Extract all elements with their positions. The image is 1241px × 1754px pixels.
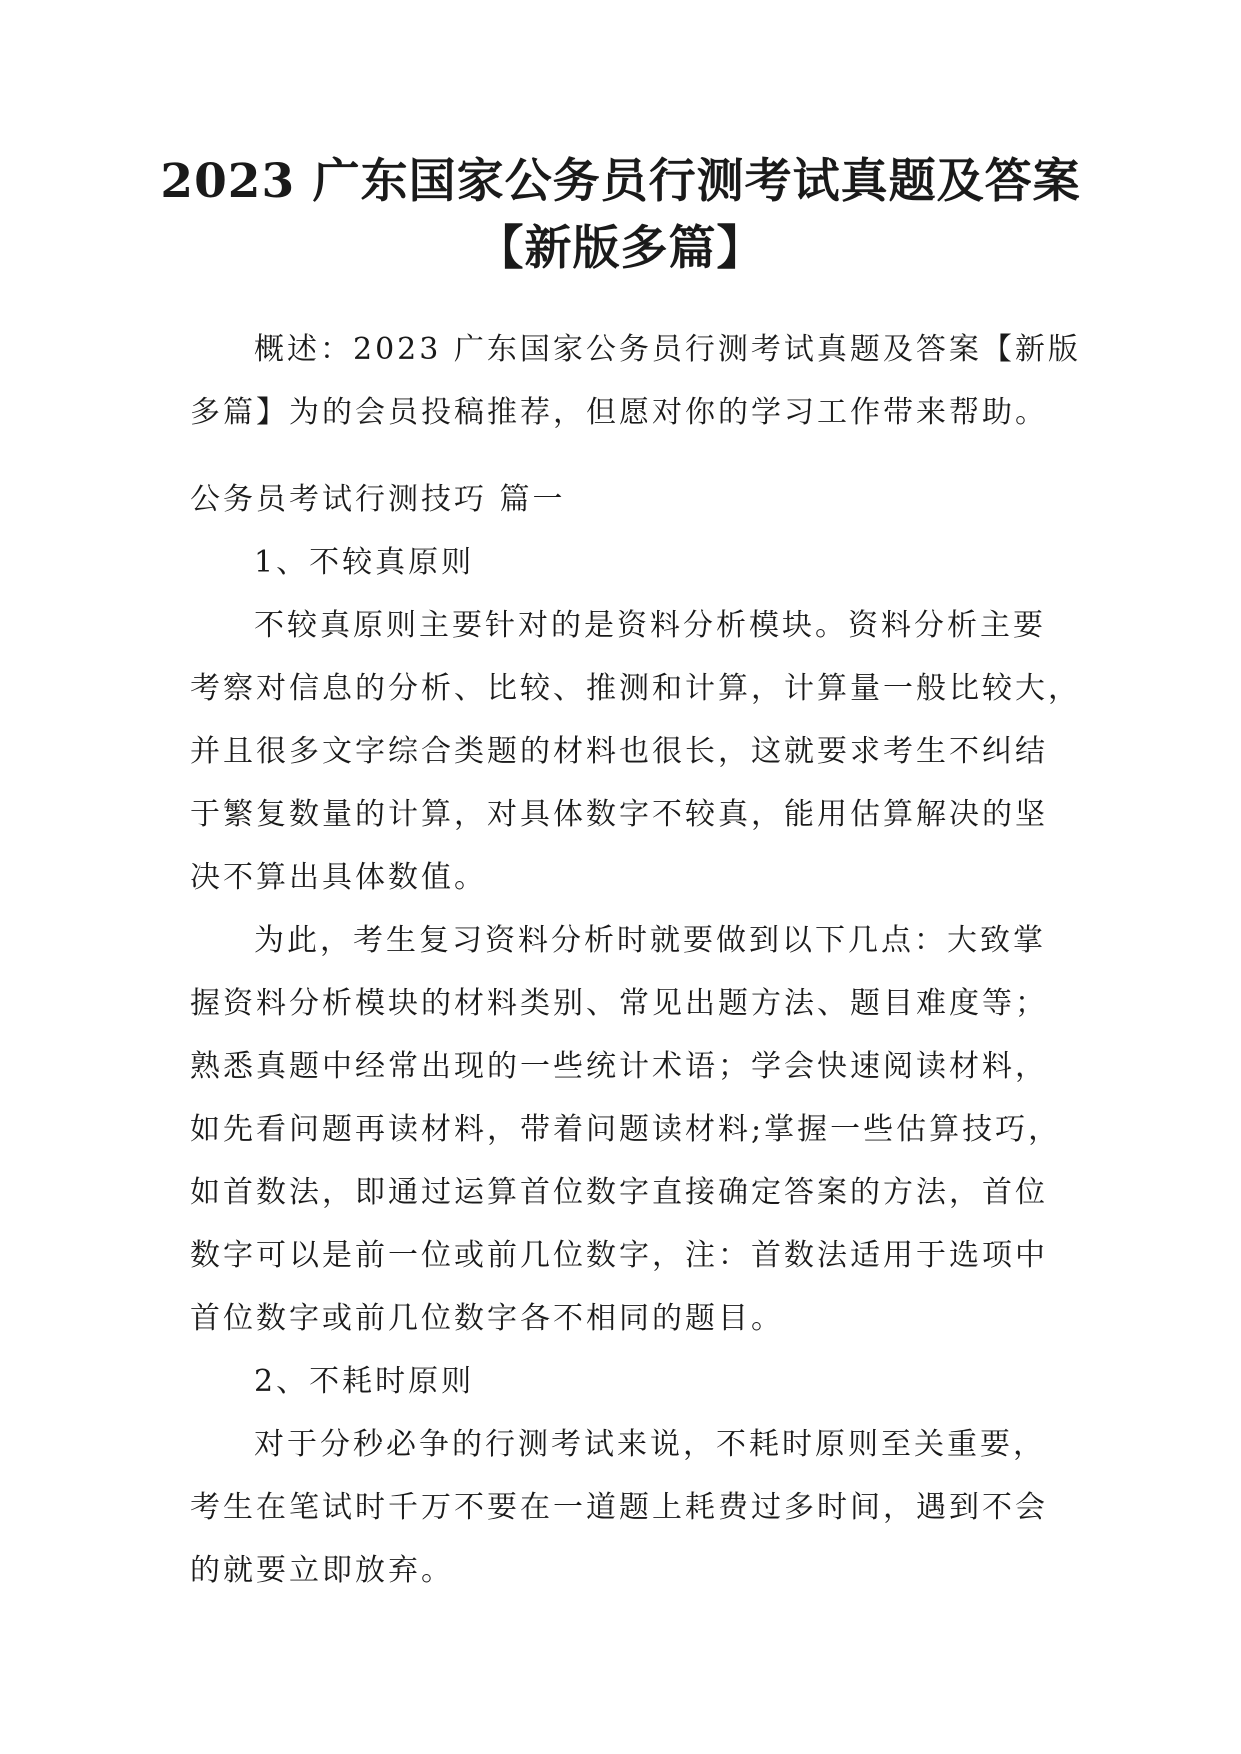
paragraph-line: 考生在笔试时千万不要在一道题上耗费过多时间，遇到不会 [190, 1490, 1048, 1525]
paragraph-line: 的就要立即放弃。 [190, 1553, 454, 1588]
paragraph-line: 不较真原则主要针对的是资料分析模块。资料分析主要 [254, 608, 1046, 643]
summary-line: 多篇】为的会员投稿推荐，但愿对你的学习工作带来帮助。 [190, 395, 1048, 430]
summary-paragraph [190, 318, 1081, 444]
paragraph-line: 于繁复数量的计算，对具体数字不较真，能用估算解决的坚 [190, 797, 1048, 832]
paragraph-line: 数字可以是前一位或前几位数字，注：首数法适用于选项中 [190, 1238, 1048, 1273]
item2-heading: 2、不耗时原则 [254, 1364, 475, 1399]
paragraph-line: 握资料分析模块的材料类别、常见出题方法、题目难度等； [190, 986, 1048, 1021]
section-heading: 公务员考试行测技巧 篇一 [190, 482, 566, 517]
paragraph-line: 并且很多文字综合类题的材料也很长，这就要求考生不纠结 [190, 734, 1048, 769]
paragraph-line: 如首数法，即通过运算首位数字直接确定答案的方法，首位 [190, 1175, 1048, 1210]
summary-line: 概述：2023 广东国家公务员行测考试真题及答案【新版 [254, 332, 1081, 367]
paragraph-line: 决不算出具体数值。 [190, 860, 487, 895]
paragraph-line: 为此，考生复习资料分析时就要做到以下几点：大致掌 [254, 923, 1046, 958]
article-body [190, 468, 1081, 1602]
paragraph-line: 首位数字或前几位数字各不相同的题目。 [190, 1301, 784, 1336]
paragraph-line: 对于分秒必争的行测考试来说，不耗时原则至关重要， [254, 1427, 1046, 1462]
item1-heading: 1、不较真原则 [254, 545, 475, 580]
paragraph-line: 考察对信息的分析、比较、推测和计算，计算量一般比较大， [190, 671, 1081, 706]
paragraph-line: 熟悉真题中经常出现的一些统计术语；学会快速阅读材料， [190, 1049, 1048, 1084]
paragraph-line: 如先看问题再读材料，带着问题读材料;掌握一些估算技巧， [190, 1112, 1062, 1147]
document-title-line2: 【新版多篇】 [476, 221, 765, 276]
document-title-line1: 2023 广东国家公务员行测考试真题及答案 [160, 154, 1081, 209]
